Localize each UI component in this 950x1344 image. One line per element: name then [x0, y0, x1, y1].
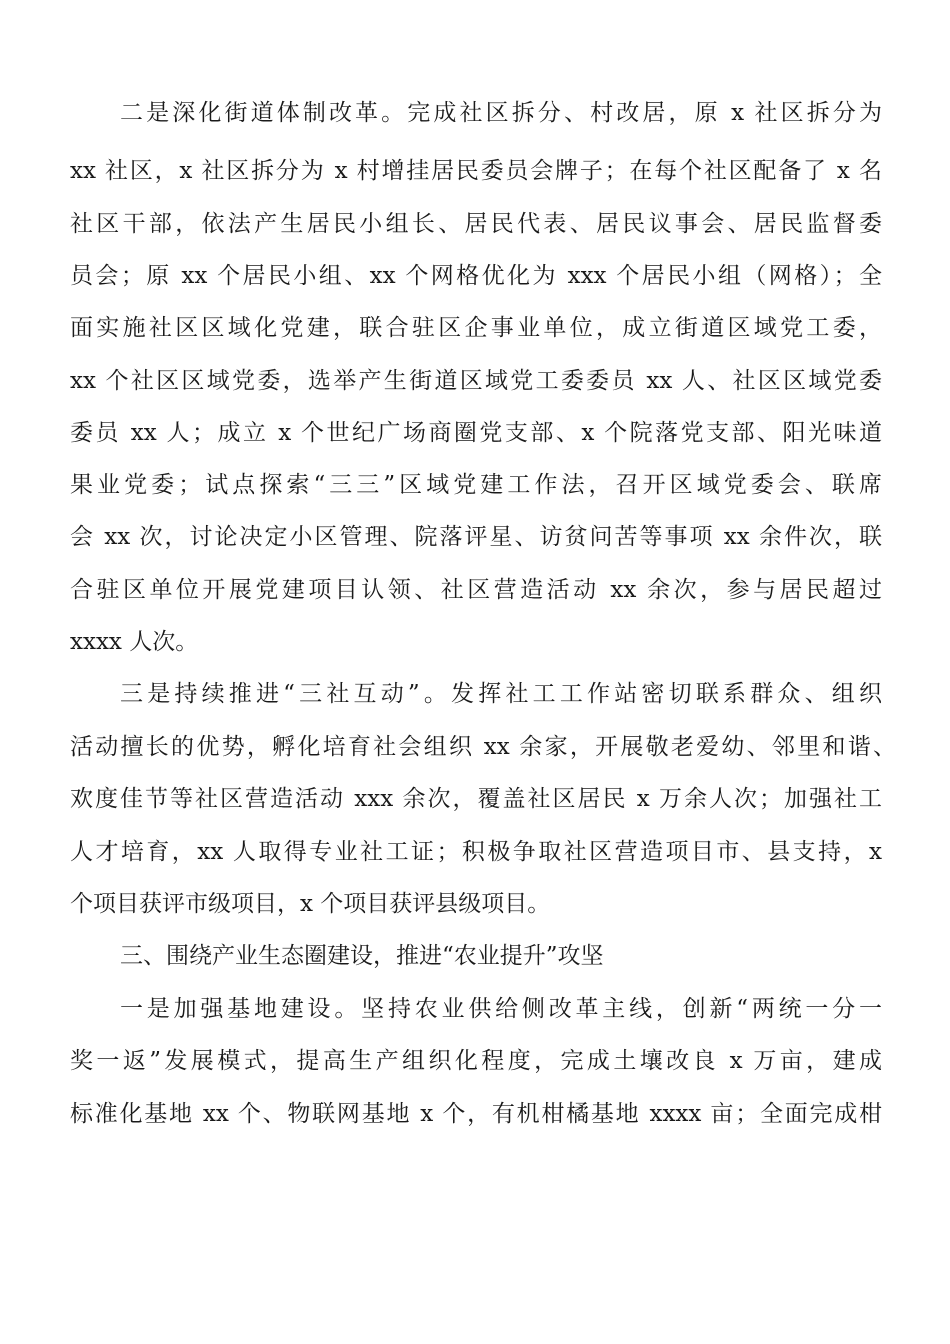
paragraph-line: 活动擅长的优势，孵化培育社会组织 xx 余家，开展敬老爱幼、邻里和谐、 [70, 734, 896, 760]
paragraph-line: 欢度佳节等社区营造活动 xxx 余次，覆盖社区居民 x 万余人次；加强社工 [70, 786, 882, 812]
paragraph-line: 二是深化街道体制改革。完成社区拆分、村改居，原 x 社区拆分为 [120, 100, 882, 126]
paragraph-line: 标准化基地 xx 个、物联网基地 x 个，有机柑橘基地 xxxx 亩；全面完成柑 [70, 1101, 882, 1127]
paragraph-line: 面实施社区区域化党建，联合驻区企事业单位，成立街道区域党工委， [70, 315, 882, 341]
paragraph-line: 社区干部，依法产生居民小组长、居民代表、居民议事会、居民监督委 [70, 211, 882, 237]
paragraph-line: 会 xx 次，讨论决定小区管理、院落评星、访贫问苦等事项 xx 余件次，联 [70, 524, 882, 550]
paragraph-line: xx 个社区区域党委，选举产生街道区域党工委委员 xx 人、社区区域党委 [70, 368, 882, 394]
paragraph-line: 合驻区单位开展党建项目认领、社区营造活动 xx 余次，参与居民超过 [70, 577, 882, 603]
paragraph-line: 委员 xx 人；成立 x 个世纪广场商圈党支部、x 个院落党支部、阳光味道 [70, 420, 882, 446]
paragraph-line: 三是持续推进“三社互动”。发挥社工工作站密切联系群众、组织 [120, 681, 882, 707]
paragraph-line: 一是加强基地建设。坚持农业供给侧改革主线，创新“两统一分一 [120, 996, 882, 1022]
paragraph-line: 果业党委；试点探索“三三”区域党建工作法，召开区域党委会、联席 [70, 472, 882, 498]
paragraph-line: 奖一返”发展模式，提高生产组织化程度，完成土壤改良 x 万亩，建成 [70, 1048, 882, 1074]
paragraph-line: 员会；原 xx 个居民小组、xx 个网格优化为 xxx 个居民小组（网格）；全 [70, 263, 882, 289]
paragraph-line: 人才培育，xx 人取得专业社工证；积极争取社区营造项目市、县支持，x [70, 839, 882, 865]
paragraph-line: xxxx 人次。 [70, 629, 199, 655]
paragraph-line: 个项目获评市级项目，x 个项目获评县级项目。 [70, 891, 551, 917]
section-heading: 三、围绕产业生态圈建设，推进“农业提升”攻坚 [120, 943, 604, 969]
paragraph-line: xx 社区，x 社区拆分为 x 村增挂居民委员会牌子；在每个社区配备了 x 名 [70, 158, 882, 184]
